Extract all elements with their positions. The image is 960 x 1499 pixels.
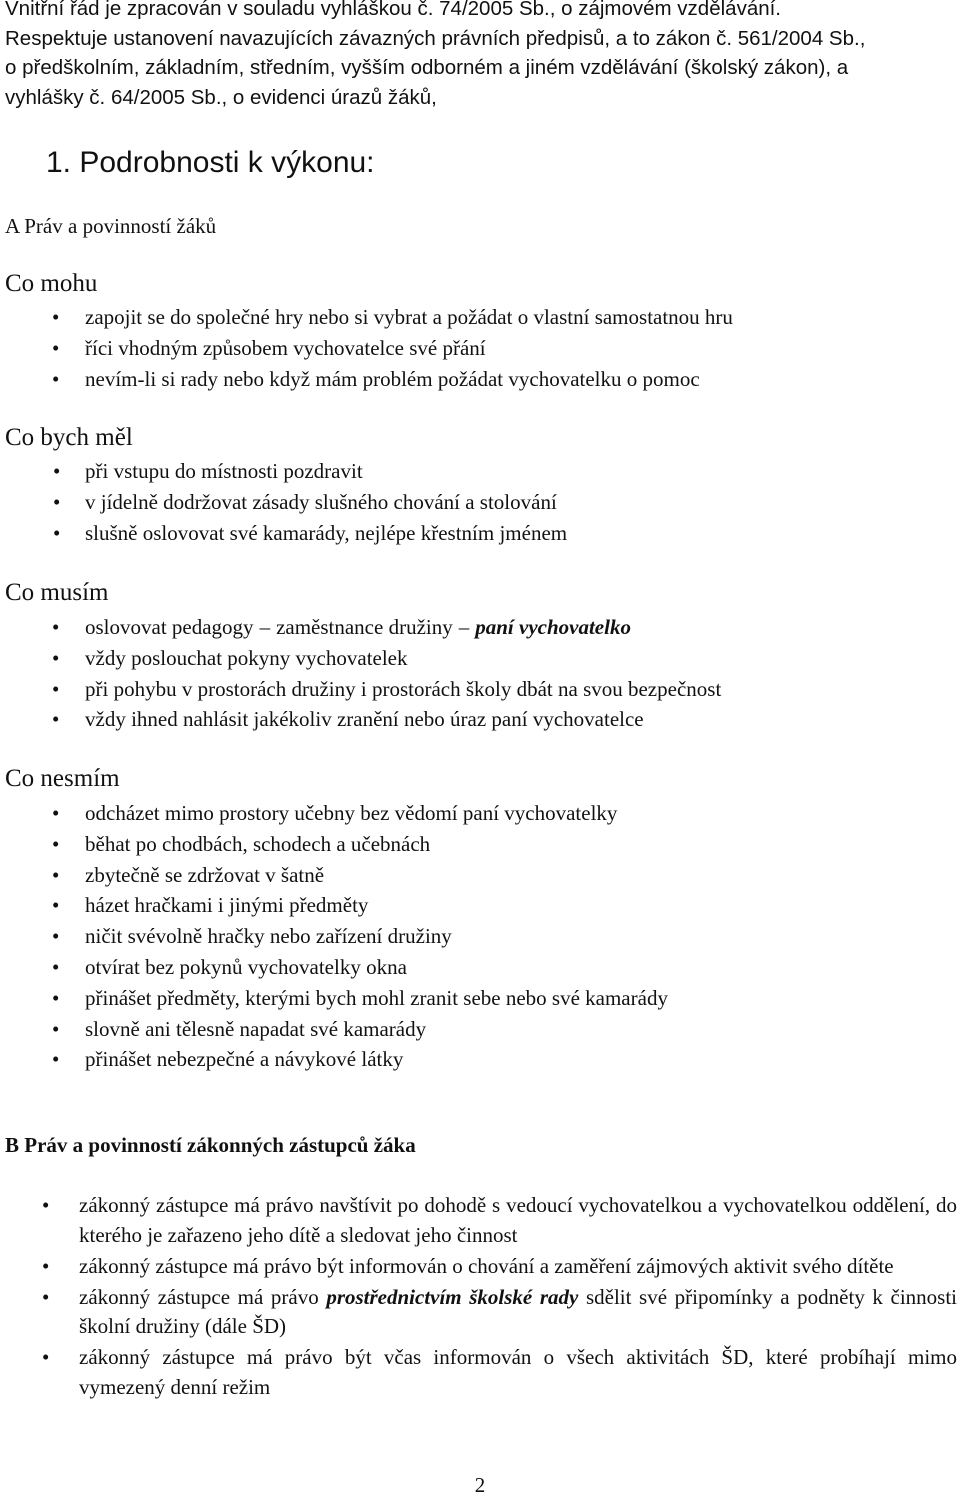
bullet-icon: •	[52, 615, 60, 639]
intro-line: o předškolním, základním, středním, vyšším odborném a jiném vzdělávání (školský zákon), a	[5, 56, 849, 79]
list-item: • slovně ani tělesně napadat své kamarády	[5, 1014, 955, 1045]
list-item: • v jídelně dodržovat zásady slušného chování a stolování	[11, 487, 955, 518]
page-number: 2	[474, 1473, 486, 1497]
list-item: • zákonný zástupce má právo prostřednictvím školské rady sdělit své připomínky a podněty k činnosti školní družiny (dále ŠD)	[42, 1284, 958, 1338]
section-heading: 1. Podrobnosti k výkonu:	[46, 146, 375, 179]
intro-line: Vnitřní řád je zpracován v souladu vyhláškou č. 74/2005 Sb., o zájmovém vzdělávání.	[5, 0, 782, 20]
bullet-icon: •	[53, 459, 61, 483]
list-co-bych-mel	[11, 456, 955, 548]
list-item: • nevím-li si rady nebo když mám problém požádat vychovatelku o pomoc	[5, 364, 955, 395]
intro-line: vyhlášky č. 64/2005 Sb., o evidenci úrazů žáků,	[5, 85, 437, 109]
list-item: • ničit svévolně hračky nebo zařízení družiny	[5, 921, 955, 952]
section-b-title: B Práv a povinností zákonných zástupců žáka	[5, 1133, 416, 1157]
bullet-icon: •	[52, 985, 60, 1010]
bullet-icon: •	[42, 1284, 50, 1309]
bullet-icon: •	[52, 645, 60, 670]
bullet-icon: •	[42, 1345, 50, 1369]
bullet-icon: •	[52, 801, 60, 825]
bullet-icon: •	[52, 893, 60, 918]
bullet-icon: •	[42, 1253, 50, 1278]
bullet-icon: •	[52, 1047, 60, 1072]
list-section-b	[5, 1191, 957, 1402]
list-item: • přinášet nebezpečné a návykové látky	[5, 1044, 955, 1075]
subheading-co-mohu: Co mohu	[5, 270, 98, 297]
intro-paragraph	[5, 0, 957, 112]
intro-line: Respektuje ustanovení navazujících závazných právních předpisů, a to zákon č. 561/2004 Sb.,	[5, 26, 866, 50]
list-item: • zákonný zástupce má právo být informován o chování a zaměření zájmových aktivit svého dítěte	[5, 1252, 957, 1282]
subheading-co-musim: Co musím	[5, 579, 109, 606]
bullet-icon: •	[52, 1016, 60, 1041]
bullet-icon: •	[53, 520, 61, 545]
list-item: • odcházet mimo prostory učebny bez vědomí paní vychovatelky	[5, 798, 955, 829]
bullet-icon: •	[52, 831, 60, 856]
bullet-icon: •	[42, 1193, 50, 1217]
list-item: • zapojit se do společné hry nebo si vybrat a požádat o vlastní samostatnou hru	[5, 302, 955, 333]
list-co-musim	[5, 612, 955, 735]
bullet-icon: •	[52, 954, 60, 979]
list-item: • oslovovat pedagogy – zaměstnance družiny – paní vychovatelko	[5, 612, 955, 643]
list-item: • běhat po chodbách, schodech a učebnách	[5, 829, 955, 860]
list-item: • říci vhodným způsobem vychovatelce své přání	[5, 333, 955, 364]
bullet-icon: •	[52, 862, 60, 887]
list-item: • zákonný zástupce má právo navštívit po dohodě s vedoucí vychovatelkou a vychovatelkou oddělení, do kterého je zařazeno jeho dítě a sledovat jeho činnost	[42, 1193, 957, 1247]
bullet-icon: •	[52, 335, 60, 360]
subheading-co-nesmim: Co nesmím	[5, 765, 120, 792]
list-item: • při pohybu v prostorách družiny i prostorách školy dbát na svou bezpečnost	[5, 674, 955, 705]
list-item: • vždy poslouchat pokyny vychovatelek	[5, 643, 955, 674]
bullet-icon: •	[52, 676, 60, 701]
list-item: • zákonný zástupce má právo být včas informován o všech aktivitách ŠD, které probíhají mimo vymezený denní režim	[42, 1345, 957, 1399]
list-item: • vždy ihned nahlásit jakékoliv zranění nebo úraz paní vychovatelce	[5, 704, 955, 735]
list-item: • při vstupu do místnosti pozdravit	[11, 456, 955, 487]
list-co-mohu	[5, 302, 955, 394]
section-a-title: A Práv a povinností žáků	[5, 214, 217, 238]
emphasized-text: paní vychovatelko	[475, 615, 631, 639]
bullet-icon: •	[52, 366, 60, 391]
list-item: • slušně oslovovat své kamarády, nejlépe křestním jménem	[11, 518, 955, 549]
list-item: • zbytečně se zdržovat v šatně	[5, 860, 955, 891]
emphasized-text: prostřednictvím školské rady	[326, 1284, 579, 1309]
bullet-icon: •	[52, 305, 60, 329]
bullet-icon: •	[52, 924, 60, 949]
bullet-icon: •	[53, 489, 61, 514]
bullet-icon: •	[52, 707, 60, 732]
list-item: • otvírat bez pokynů vychovatelky okna	[5, 952, 955, 983]
list-item: • házet hračkami i jinými předměty	[5, 890, 955, 921]
list-co-nesmim	[5, 798, 955, 1075]
list-item: • přinášet předměty, kterými bych mohl zranit sebe nebo své kamarády	[5, 983, 955, 1014]
subheading-co-bych-mel: Co bych měl	[5, 424, 133, 451]
